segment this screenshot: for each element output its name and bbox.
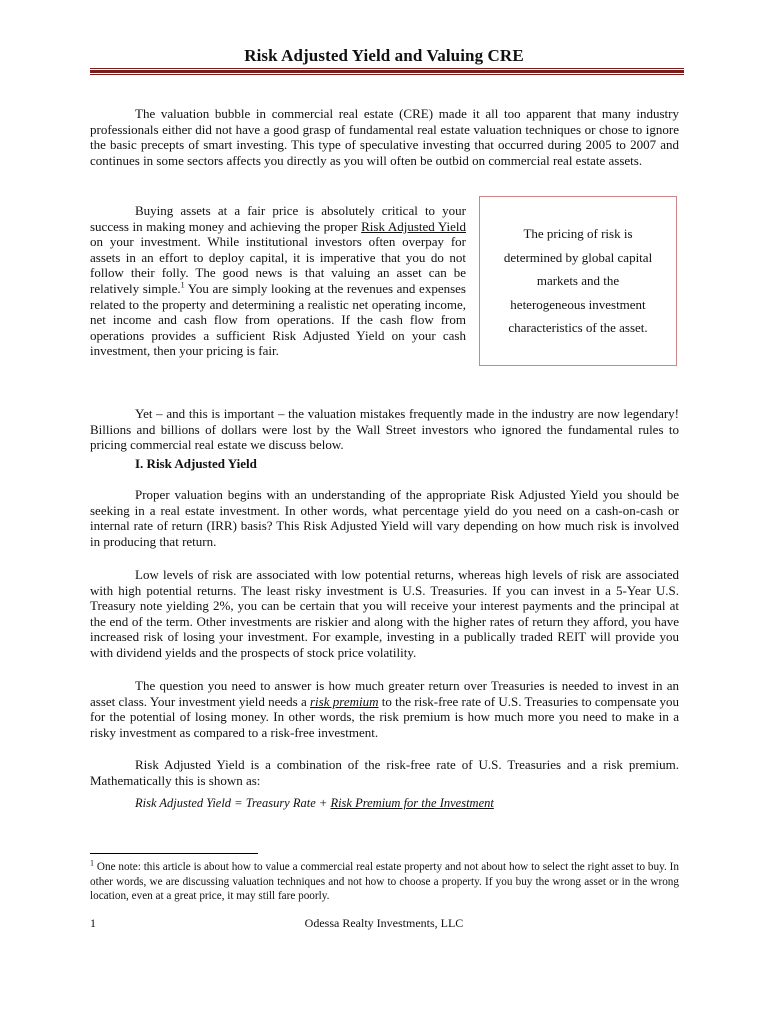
risk-adjusted-yield-link[interactable]: Risk Adjusted Yield: [361, 218, 467, 234]
fair-price-paragraph: Buying assets at a fair price is absolutely critical to your success in making money and achieving the proper Risk Adjusted Yield on your investment. While institutional investors often overpay for assets in an effort to deploy capital, it is imperative that you do not follow their folly. The good news is that valuing an asset can be relatively simple.$^1$ You are simply looking at the revenues and expenses related to the property and determining a realistic net operating income, net income and cash flow from operations. If the cash flow from operations provides a sufficient Risk Adjusted Yield on your cash investment, then your pricing is fair.: [90, 203, 467, 359]
footer-company: Odessa Realty Investments, LLC: [304, 916, 464, 930]
intro-paragraph: The valuation bubble in commercial real estate (CRE) made it all too apparent that many industry professionals either did not have a good grasp of fundamental real estate valuation techniques or chose to ignore the basic precepts of smart investing. This type of speculative investing that occurred during 2005 to 2007 and continues in some sectors affects you directly as you will often be outbid on commercial real estate assets.: [90, 106, 679, 168]
valuation-mistakes-paragraph: Yet – and this is important – the valuation mistakes frequently made in the industry are now legendary! Billions and billions of dollars were lost by the Wall Street investors who ignored the fundamental rules to pricing commercial real estate we discuss below.: [90, 406, 679, 453]
risk-levels-paragraph: Low levels of risk are associated with low potential returns, whereas high levels of risk are associated with high potential returns. The least risky investment is U.S. Treasuries. If you can invest in a 5-Year U.S. Treasury note yielding 2%, you can be certain that you will receive your interest payments and the principal at the end of the term. Other investments are riskier and along with the higher rates of return they afford, you have increased risk of losing your investment. For example, investing in a publically traded REIT will provide you with dividend yields and the prospects of stock price volatility.: [90, 567, 679, 660]
footnote: $^1$ One note: this article is about how to value a commercial real estate property and not about how to select the right asset to buy. In other words, we are discussing valuation techniques and not how to choose a property. If you buy the wrong asset or in the wrong location, even at a great price, it may still fare poorly.: [90, 858, 679, 903]
definition-paragraph: Risk Adjusted Yield is a combination of the risk-free rate of U.S. Treasuries and a risk premium. Mathematically this is shown as:: [90, 757, 679, 788]
page-number: 1: [90, 916, 96, 930]
title-rule: [90, 68, 684, 75]
pull-quote-box: [479, 196, 677, 366]
footnote-mark: 1: [90, 858, 94, 868]
risk-premium-paragraph: The question you need to answer is how much greater return over Treasuries is needed to invest in an asset class. Your investment yield needs a risk premium to the risk-free rate of U.S. Treasuries to compensate you for the potential of losing money. In other words, the risk premium is how much more you need to make in a risky investment as compared to a risk-free investment.: [90, 678, 679, 740]
proper-valuation-paragraph: Proper valuation begins with an understanding of the appropriate Risk Adjusted Yield you should be seeking in a real estate investment. In other words, what percentage yield do you need on a cash-on-cash or internal rate of return (IRR) basis? This Risk Adjusted Yield will vary depending on how much risk is involved in producing that return.: [90, 487, 679, 549]
risk-premium-formula-link[interactable]: Risk Premium for the Investment: [330, 796, 494, 810]
footnote-rule: [90, 853, 258, 854]
page-title: Risk Adjusted Yield and Valuing CRE: [244, 46, 524, 65]
formula: Risk Adjusted Yield = Treasury Rate + Risk Premium for the Investment: [135, 796, 494, 810]
footnote-ref[interactable]: 1: [180, 280, 185, 290]
pull-quote-text: The pricing of risk is determined by global capital markets and the heterogeneous investment characteristics of the asset.: [503, 226, 653, 336]
risk-premium-link[interactable]: risk premium: [309, 693, 379, 709]
section-heading: I. Risk Adjusted Yield: [135, 456, 257, 471]
